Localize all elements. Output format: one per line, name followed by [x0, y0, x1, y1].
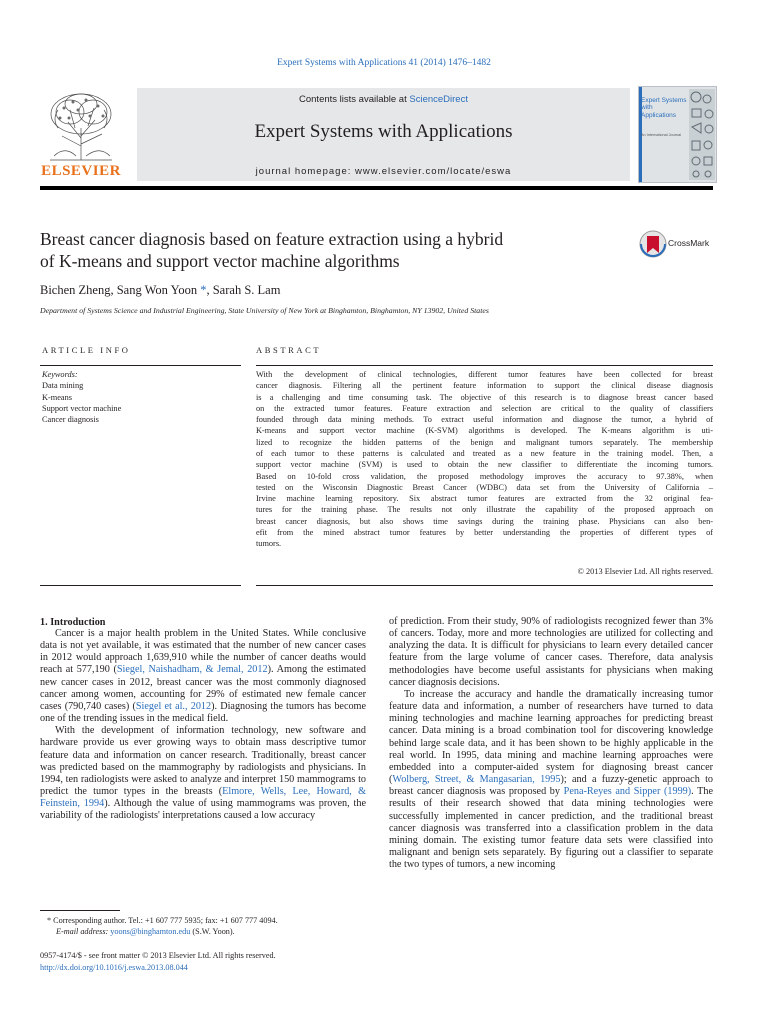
paper-title-line: of K-means and support vector machine algorithms	[40, 251, 400, 271]
abstract-line: breast cancer diagnosis, but also shows time savings during the training phase. Physicians can also ben-	[256, 516, 713, 526]
email-suffix: (S.W. Yoon).	[190, 927, 235, 937]
body-column-right	[389, 616, 713, 871]
keywords-label: Keywords:	[42, 370, 78, 379]
abstract-heading: ABSTRACT	[256, 345, 322, 355]
citation-link[interactable]: Wolberg, Street, & Mangasarian, 1995	[392, 774, 561, 786]
text-run: of prediction. From their study, 90% of radiologists recognized fewer than 3% of cancers. Today, more and more technologies are utilized for collecting and analyzing the data. It is difficult for physicians to learn every detailed cancer feature from the large volume of cancer cases. Therefore, data analysis methodologies have become useful assistants for physicians when making cancer diagnosis decisions.	[389, 616, 713, 688]
text-run: . The results of their research showed that data mining technologies were successfully implemented in cancer prediction, and the traditional breast cancer diagnosis was transferred into a classification problem in the data mining domain. The existing tumor feature data sets were classified into malignant and benign sets separately. By figuring out a classifier to separate the two types of tumors, a new incoming	[389, 786, 714, 871]
header-rule	[40, 186, 713, 190]
elsevier-wordmark: ELSEVIER	[41, 163, 121, 179]
corresponding-author-note	[40, 915, 370, 926]
journal-title: Expert Systems with Applications	[254, 121, 513, 142]
email-label: E-mail address:	[56, 927, 111, 937]
divider	[256, 365, 713, 366]
section-heading-introduction: 1. Introduction	[40, 617, 106, 628]
divider	[256, 585, 713, 586]
abstract-line: tures for the training phase. The results not only illustrate the capability of the proposed approach on	[256, 505, 713, 515]
cover-subtitle: An International Journal	[641, 133, 682, 137]
article-info-heading: ARTICLE INFO	[42, 345, 131, 355]
abstract-line: is a challenging and time consuming task. The objective of this research is to diagnose breast cancer based	[256, 392, 713, 402]
footnote	[40, 915, 370, 938]
abstract-line: Based on 10-fold cross validation, the proposed methodology improves the accuracy to 97.38%, when	[256, 471, 713, 481]
footnote-text: Corresponding author. Tel.: +1 607 777 5935; fax: +1 607 777 4094.	[51, 916, 278, 925]
contents-prefix: Contents lists available at	[299, 94, 410, 105]
abstract-line: lized to recognize the hidden patterns of the benign and malignant tumors separately. The membership	[256, 437, 713, 447]
citation-link[interactable]: Siegel et al., 2012	[135, 700, 212, 712]
author-list	[40, 283, 640, 298]
authors-rest: , Sarah S. Lam	[206, 283, 281, 297]
citation-link[interactable]: Siegel, Naishadham, & Jemal, 2012	[116, 664, 268, 676]
text-run: To increase the accuracy and handle the dramatically increasing tumor feature data and information, a number of researchers have turned to data mining technologies and machine learning approaches for predicting breast cancer. Data mining is a broad combination tool for discovering knowledge behind large scale data, and it has been shown to be highly applicable in the real world. In 1995, data mining and machine learning approaches were embedded into a computer-aided system for diagnosing breast cancer (	[389, 688, 713, 786]
paragraph	[40, 628, 366, 725]
keyword-item: K-means	[42, 392, 72, 402]
abstract-text	[256, 369, 713, 550]
email-link[interactable]: yoons@binghamton.edu	[110, 927, 191, 937]
abstract-copyright: © 2013 Elsevier Ltd. All rights reserved.	[577, 567, 713, 576]
journal-reference-link[interactable]: Expert Systems with Applications 41 (2014) 1476–1482	[277, 58, 491, 68]
sciencedirect-link[interactable]: ScienceDirect	[409, 94, 468, 105]
abstract-line: efit from the mined abstract tumor features by better understanding the properties of different types of	[256, 527, 713, 537]
citation-link[interactable]: Elmore, Wells, Lee, Howard, & Feinstein, 1994	[40, 786, 366, 810]
divider	[40, 585, 241, 586]
contents-line	[137, 94, 630, 105]
text-run: ). Among the estimated new cancer cases in 2012, breast cancer was the most commonly diagnosed cancer among women, accounting for 29% of estimated new female cancer cases (790,740 cases) (	[40, 664, 366, 712]
abstract-line: With the development of clinical technologies, different tumor features have been collected for breast	[256, 370, 713, 379]
paper-title-line: Breast cancer diagnosis based on feature extraction using a hybrid	[40, 229, 504, 249]
affiliation: Department of Systems Science and Industrial Engineering, State University of New York at Binghamton, Binghamton, NY 13902, United States	[40, 306, 489, 315]
journal-homepage[interactable]: journal homepage: www.elsevier.com/locate/eswa	[255, 166, 512, 177]
crossmark-label[interactable]: CrossMark	[668, 238, 710, 248]
keyword-item: Cancer diagnosis	[42, 415, 99, 425]
text-run: ). Although the value of using mammograms was proven, the variability of the radiologists' interpretations caused a low accuracy	[40, 798, 366, 822]
abstract-line: K-means and support vector machine (K-SVM) algorithms is developed. The K-means algorithm is uti-	[256, 426, 713, 436]
paragraph	[389, 616, 713, 689]
text-run: ); and a fuzzy-genetic approach to breast cancer diagnosis was proposed by	[389, 774, 713, 798]
doi-link[interactable]: http://dx.doi.org/10.1016/j.eswa.2013.08.044	[40, 962, 188, 972]
abstract-line: Irvine machine learning repository. Six abstract tumor features are extracted from the 32 original fea-	[256, 494, 713, 504]
text-run: ). Diagnosing the tumors has become one of the trending issues in the medical field.	[40, 700, 367, 725]
keyword-item: Data mining	[42, 381, 84, 391]
abstract-line: founded through data mining methods. To extract useful information and diagnose the tumor, a hybrid of	[256, 415, 713, 425]
footnote-rule	[40, 910, 120, 911]
keyword-item: Support vector machine	[42, 403, 122, 413]
paper-title	[40, 228, 600, 272]
abstract-line: on the extracted tumor features. Feature extraction and selection are critical to the quality of classifiers	[256, 403, 713, 413]
abstract-line: tested on the Wisconsin Diagnostic Breast Cancer (WDBC) data set from the University of California –	[256, 482, 713, 492]
abstract-line: tumors.	[256, 539, 282, 549]
citation-link[interactable]: Pena-Reyes and Sipper (1999)	[563, 786, 692, 798]
abstract-line: support vector machine (SVM) is used to obtain the new classifier to differentiate the incoming tumors.	[256, 460, 713, 470]
text-run: Cancer is a major health problem in the United States. While conclusive data is not yet available, it was estimated that the number of new cancer cases in 2012 would approach 1,639,910 while the number of cancer deaths would reach at 577,190 (	[40, 628, 366, 676]
cover-title: Expert Systems with Applications	[641, 97, 687, 119]
corresponding-author-mark[interactable]: *	[200, 283, 207, 297]
paragraph	[40, 725, 366, 822]
abstract-line: of each tumor to these patterns is calculated and treated as a new feature in the training model. Then, a	[256, 448, 713, 458]
email-note	[40, 926, 370, 937]
divider	[40, 365, 241, 366]
authors-first: Bichen Zheng, Sang Won Yoon	[40, 283, 201, 297]
text-run: With the development of information technology, new software and hardware provide us ever growing ways to obtain mass descriptive tumor feature data and information on cancer research. Traditionally, breast cancer was predicted based on the mammography by radiologists and physicians. In 1994, ten radiologists were asked to analyze and interpret 150 mammograms to predict the tumor types in the breasts (	[40, 725, 366, 798]
abstract-line: cancer diagnosis. Filtering all the pertinent feature information to support the clinical disease diagnosis	[256, 381, 713, 391]
issn-line: 0957-4174/$ - see front matter © 2013 Elsevier Ltd. All rights reserved.	[40, 951, 276, 960]
body-column-left	[40, 628, 366, 823]
keywords-list	[42, 369, 237, 425]
footnote-star: *	[47, 916, 52, 925]
issn-block	[40, 950, 370, 973]
paragraph	[389, 689, 713, 871]
